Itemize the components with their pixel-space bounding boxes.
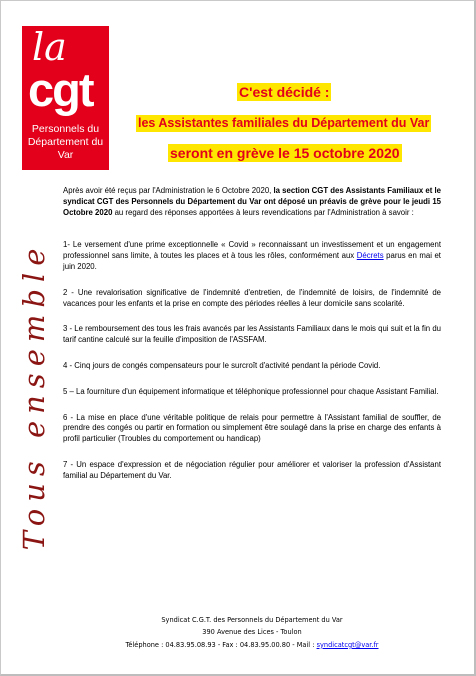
footer-email-link[interactable]: syndicatcgt@var.fr — [316, 640, 379, 649]
demand-item-7: 7 - Un espace d'expression et de négociation régulier pour améliorer et valoriser la profession d'Assistant familial au Département du Var. — [63, 459, 441, 480]
logo-subtitle — [22, 123, 109, 162]
demand-item-5: 5 – La fourniture d'un équipement informatique et téléphonique professionnel pour chaque Assistant Familial. — [63, 386, 439, 396]
title-line-3: seront en grève le 15 octobre 2020 — [170, 145, 400, 161]
logo-subtitle-line: Personnels du — [31, 123, 100, 135]
title-line-2: les Assistantes familiales du Département du Var — [138, 116, 430, 130]
demand-text: parus en mai et juin 2020. — [63, 251, 441, 271]
logo-subtitle-line: Département du — [27, 136, 104, 148]
footer-line-1: Syndicat C.G.T. des Personnels du Département du Var — [161, 616, 343, 624]
intro-part1: Après avoir été reçus par l'Administration le 6 Octobre 2020, — [63, 186, 274, 195]
demand-item-2: 2 - Une revalorisation significative de l'indemnité d'entretien, de l'indemnité de loisirs, de l'indemnité de vacances pour les enfants et la prise en compte des périodes réelles à leur domicile sans scolarité. — [63, 287, 441, 308]
demand-item-4: 4 - Cinq jours de congés compensateurs pour le surcroît d'activité pendant la période Covid. — [63, 360, 381, 370]
intro-bold: la section CGT des Assistants Familiaux et le syndicat CGT des Personnels du Département du Var ont déposé un préavis de grève pour le jeudi 15 Octobre 2020 — [63, 186, 441, 217]
intro-part3: au regard des réponses apportées à leurs revendications par l'Administration à savoir : — [112, 207, 414, 217]
footer-line-3 — [63, 639, 441, 651]
logo-cgt: cgt — [28, 63, 93, 116]
footer-line-2: 390 Avenue des Lices - Toulon — [202, 628, 302, 637]
footer — [63, 614, 441, 651]
body-text — [63, 186, 441, 497]
vertical-slogan: Tous ensemble — [17, 241, 51, 551]
title-line-1: C'est décidé : — [239, 84, 330, 100]
vertical-slogan-wrap — [13, 186, 55, 606]
cgt-logo — [22, 26, 109, 170]
footer-contact: Téléphone : 04.83.95.08.93 - Fax : 04.83.95.00.80 - Mail : — [125, 640, 317, 649]
demand-item-3: 3 - Le remboursement des tous les frais avancés par les Assistants Familiaux dans le mois qui suit et la fin du tarif cantine calculé sur la feuille d'imposition de l'ASSFAM. — [63, 324, 441, 345]
intro-paragraph — [63, 186, 441, 218]
demand-item-1 — [63, 240, 441, 272]
demand-item-6: 6 - La mise en place d'une véritable politique de relais pour permettre à l'Assistant familial de souffler, de prendre des congés ou partir en formation ou simplement être soulagé dans la prise en charge des enfants à profil particulier (Troubles du comportement ou handicap) — [63, 412, 441, 444]
logo-subtitle-line: Var — [57, 149, 74, 161]
decrets-link[interactable]: Décrets — [356, 251, 384, 261]
demand-text: 1- Le versement d'une prime exceptionnelle « Covid » reconnaissant un investissement et un engagement professionnel sans limite, à toutes les places et à tous les rôles, conformément aux — [63, 240, 441, 261]
logo-la: la — [32, 26, 67, 69]
